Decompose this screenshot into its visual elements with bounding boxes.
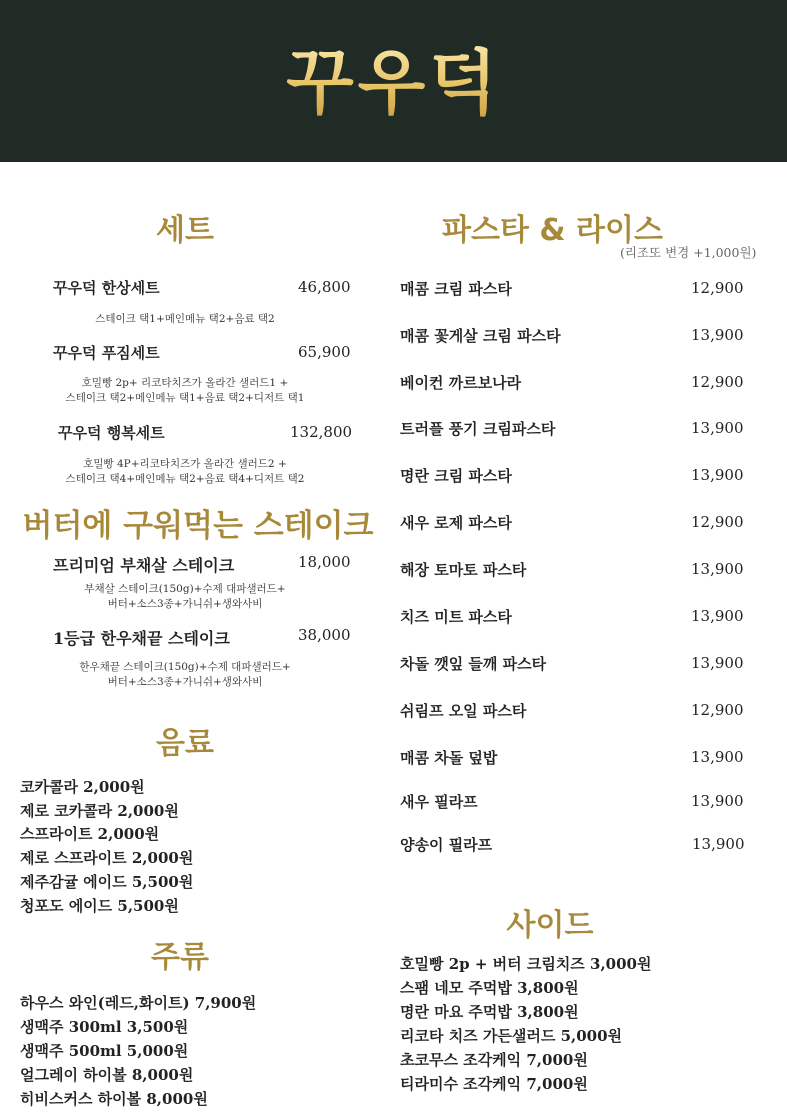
drink-item: 청포도 에이드 5,500원 (20, 897, 179, 915)
steak-item-desc: 부채살 스테이크(150g)+수제 대파샐러드+ 버터+소스3종+가니쉬+생와사비 (84, 583, 286, 610)
set-item-price: 65,900 (298, 343, 351, 361)
steak-item-name: 프리미엄 부채살 스테이크 (53, 556, 235, 575)
set-item-desc: 스테이크 택1+메인메뉴 택2+음료 택2 (95, 313, 275, 325)
pasta-item-name: 새우 필라프 (400, 793, 478, 811)
section-title-set: 세트 (156, 213, 214, 248)
side-item: 티라미수 조각케익 7,000원 (400, 1075, 588, 1093)
alcohol-item: 하우스 와인(레드,화이트) 7,900원 (20, 994, 257, 1012)
steak-item-name: 1등급 한우채끝 스테이크 (53, 629, 230, 648)
drink-item: 제주감귤 에이드 5,500원 (20, 873, 194, 891)
steak-item-desc: 한우채끝 스테이크(150g)+수제 대파샐러드+ 버터+소스3종+가니쉬+생와사비 (79, 661, 291, 688)
pasta-item-name: 트러플 풍기 크림파스타 (400, 420, 556, 438)
section-title-side: 사이드 (506, 908, 594, 943)
pasta-item-name: 새우 로제 파스타 (400, 514, 512, 532)
pasta-item-name: 양송이 필라프 (400, 836, 493, 854)
pasta-item-name: 쉬림프 오일 파스타 (400, 702, 527, 720)
pasta-item-name: 치즈 미트 파스타 (400, 608, 512, 626)
drink-item: 제로 스프라이트 2,000원 (20, 849, 194, 867)
side-item: 명란 마요 주먹밥 3,800원 (400, 1003, 579, 1021)
section-title-drink: 음료 (156, 726, 214, 761)
pasta-item-name: 매콤 크림 파스타 (400, 280, 512, 298)
pasta-item-name: 베이컨 까르보나라 (400, 374, 522, 392)
pasta-item-price: 13,900 (691, 792, 744, 810)
pasta-item-price: 13,900 (691, 654, 744, 672)
set-item-name: 꾸우덕 한상세트 (53, 279, 160, 297)
section-title-pasta: 파스타 & 라이스 (442, 213, 663, 248)
section-title-steak: 버터에 구워먹는 스테이크 (22, 508, 374, 544)
pasta-item-name: 차돌 깻잎 들깨 파스타 (400, 655, 547, 673)
pasta-item-price: 13,900 (691, 748, 744, 766)
steak-item-price: 18,000 (298, 553, 351, 571)
pasta-note: (리조또 변경 +1,000원) (620, 245, 757, 260)
steak-item-price: 38,000 (298, 626, 351, 644)
side-item: 리코타 치즈 가든샐러드 5,000원 (400, 1027, 623, 1045)
pasta-item-price: 13,900 (691, 326, 744, 344)
pasta-item-price: 13,900 (691, 419, 744, 437)
set-item-desc: 호밀빵 2p+ 리코타치즈가 올라간 샐러드1 + 스테이크 택2+메인메뉴 택1+음료 택2+디저트 택1 (65, 377, 305, 404)
drink-item: 스프라이트 2,000원 (20, 825, 160, 843)
pasta-item-name: 매콤 꽃게살 크림 파스타 (400, 327, 561, 345)
pasta-item-price: 13,900 (691, 466, 744, 484)
pasta-item-name: 매콤 차돌 덮밥 (400, 749, 498, 767)
set-item-price: 46,800 (298, 278, 351, 296)
pasta-item-price: 13,900 (691, 560, 744, 578)
pasta-item-price: 12,900 (691, 373, 744, 391)
side-item: 호밀빵 2p + 버터 크림치즈 3,000원 (400, 955, 652, 973)
side-item: 스팸 네모 주먹밥 3,800원 (400, 979, 579, 997)
section-title-alcohol: 주류 (151, 940, 209, 975)
side-item: 초코무스 조각케익 7,000원 (400, 1051, 588, 1069)
header-banner (0, 0, 787, 162)
alcohol-item: 생맥주 300ml 3,500원 (20, 1018, 189, 1036)
alcohol-item: 얼그레이 하이볼 8,000원 (20, 1066, 194, 1084)
alcohol-item: 생맥주 500ml 5,000원 (20, 1042, 189, 1060)
pasta-item-price: 13,900 (692, 835, 745, 853)
set-item-name: 꾸우덕 행복세트 (58, 424, 165, 442)
pasta-item-price: 12,900 (691, 279, 744, 297)
brand-title: 꾸우덕 (286, 27, 501, 128)
pasta-item-price: 12,900 (691, 701, 744, 719)
pasta-item-price: 13,900 (691, 607, 744, 625)
set-item-price: 132,800 (290, 423, 353, 441)
drink-item: 제로 코카콜라 2,000원 (20, 802, 179, 820)
set-item-name: 꾸우덕 푸짐세트 (53, 344, 160, 362)
alcohol-item: 히비스커스 하이볼 8,000원 (20, 1090, 208, 1108)
drink-item: 코카콜라 2,000원 (20, 778, 145, 796)
pasta-item-price: 12,900 (691, 513, 744, 531)
pasta-item-name: 해장 토마토 파스타 (400, 561, 527, 579)
pasta-item-name: 명란 크림 파스타 (400, 467, 512, 485)
set-item-desc: 호밀빵 4P+리코타치즈가 올라간 샐러드2 + 스테이크 택4+메인메뉴 택2+음료 택4+디저트 택2 (65, 458, 305, 485)
